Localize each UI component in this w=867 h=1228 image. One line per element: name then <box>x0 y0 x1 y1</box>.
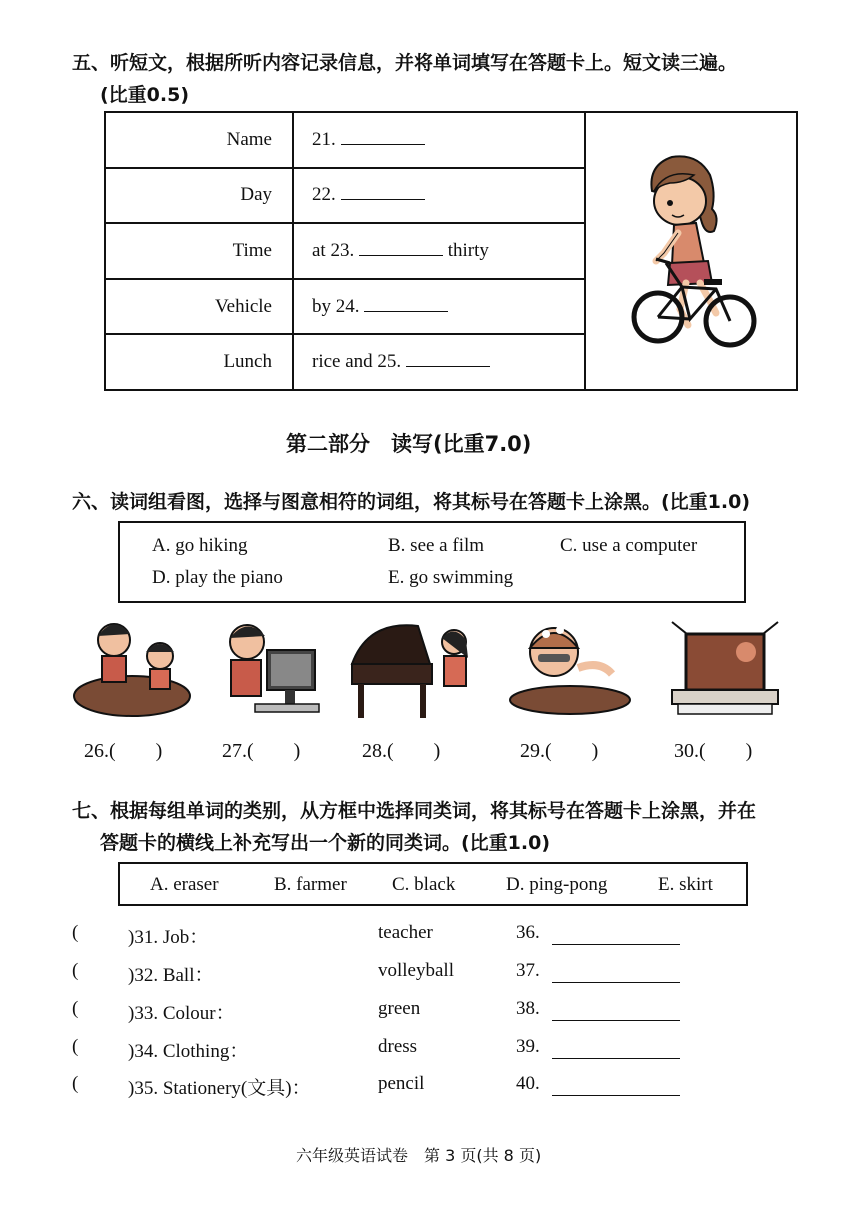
row-value: by 24. <box>293 279 585 335</box>
hiking-kids-icon <box>72 612 194 720</box>
row-label: Vehicle <box>105 279 293 335</box>
row-value: rice and 25. <box>293 334 585 390</box>
row-label: Name <box>105 112 293 168</box>
piano-girl-icon <box>348 612 473 720</box>
girl-bike-illustration <box>585 112 797 390</box>
swimming-boy-icon <box>508 612 633 720</box>
option-d: D. ping-pong <box>506 874 608 895</box>
item-34: )34. Clothing： <box>128 1041 249 1062</box>
section7-title-line1: 七、根据每组单词的类别，从方框中选择同类词，将其标号在答题卡上涂黑，并在 <box>72 800 757 822</box>
row-label: Day <box>105 168 293 224</box>
item-28[interactable]: 28.( ) <box>362 740 441 762</box>
row-label: Lunch <box>105 334 293 390</box>
answer-blank-21[interactable] <box>341 143 425 145</box>
answer-blank-23[interactable] <box>359 254 443 256</box>
section5-weight: (比重0.5) <box>100 84 190 106</box>
row-label: Time <box>105 223 293 279</box>
item-29[interactable]: 29.( ) <box>520 740 599 762</box>
option-a: A. eraser <box>150 874 219 895</box>
table-row <box>105 112 797 168</box>
item-33: )33. Colour： <box>128 1003 235 1024</box>
section7-option-box <box>118 862 748 906</box>
example-35: pencil <box>378 1073 425 1094</box>
item-31: )31. Job： <box>128 927 209 948</box>
paren-32[interactable]: ( <box>72 960 79 981</box>
section6-title: 六、读词组看图，选择与图意相符的词组，将其标号在答题卡上涂黑。(比重1.0) <box>72 491 751 513</box>
num-39: 39. <box>516 1036 540 1057</box>
num-40: 40. <box>516 1073 540 1094</box>
section5-title: 五、听短文，根据所听内容记录信息，并将单词填写在答题卡上。短文读三遍。 <box>72 52 738 74</box>
example-33: green <box>378 998 421 1019</box>
item-32: )32. Ball： <box>128 965 214 986</box>
part2-title: 第二部分 读写(比重7.0) <box>286 432 532 456</box>
item-27[interactable]: 27.( ) <box>222 740 301 762</box>
answer-blank-39[interactable] <box>552 1057 680 1059</box>
option-e: E. go swimming <box>388 567 514 588</box>
example-34: dress <box>378 1036 418 1057</box>
example-31: teacher <box>378 922 433 943</box>
computer-boy-icon <box>215 612 325 720</box>
option-c: C. use a computer <box>560 535 698 556</box>
num-38: 38. <box>516 998 540 1019</box>
option-a: A. go hiking <box>152 535 248 556</box>
item-26[interactable]: 26.( ) <box>84 740 163 762</box>
info-table <box>104 111 798 391</box>
item-35: )35. Stationery(文具)： <box>128 1078 311 1099</box>
num-36: 36. <box>516 922 540 943</box>
section6-option-box <box>118 521 746 603</box>
answer-blank-36[interactable] <box>552 943 680 945</box>
answer-blank-22[interactable] <box>341 198 425 200</box>
row-value: 21. <box>293 112 585 168</box>
paren-35[interactable]: ( <box>72 1073 79 1094</box>
paren-33[interactable]: ( <box>72 998 79 1019</box>
option-b: B. farmer <box>274 874 347 895</box>
option-e: E. skirt <box>658 874 713 895</box>
row-value: at 23. thirty <box>293 223 585 279</box>
paren-31[interactable]: ( <box>72 922 79 943</box>
num-37: 37. <box>516 960 540 981</box>
option-b: B. see a film <box>388 535 485 556</box>
girl-on-bicycle-icon <box>586 113 796 383</box>
cinema-screen-icon <box>662 612 787 720</box>
page-footer: 六年级英语试卷 第 3 页(共 8 页) <box>296 1146 542 1165</box>
answer-blank-40[interactable] <box>552 1094 680 1096</box>
section7-title-line2: 答题卡的横线上补充写出一个新的同类词。(比重1.0) <box>100 832 551 854</box>
option-c: C. black <box>392 874 456 895</box>
paren-34[interactable]: ( <box>72 1036 79 1057</box>
example-32: volleyball <box>378 960 454 981</box>
answer-blank-38[interactable] <box>552 1019 680 1021</box>
option-d: D. play the piano <box>152 567 283 588</box>
answer-blank-24[interactable] <box>364 310 448 312</box>
item-30[interactable]: 30.( ) <box>674 740 753 762</box>
answer-blank-37[interactable] <box>552 981 680 983</box>
answer-blank-25[interactable] <box>406 365 490 367</box>
row-value: 22. <box>293 168 585 224</box>
